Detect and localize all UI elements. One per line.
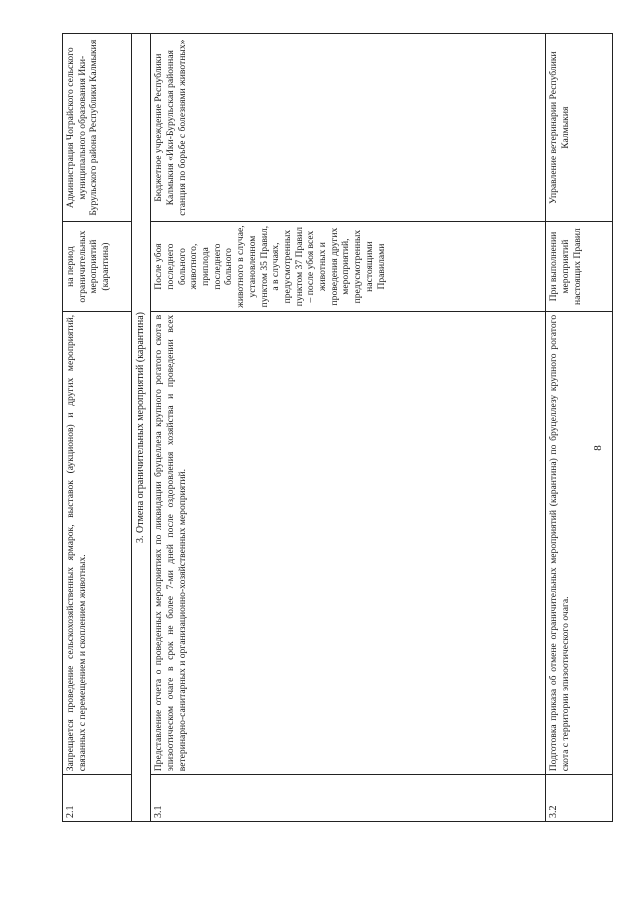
section-row — [132, 34, 151, 822]
measures-table-body — [63, 34, 613, 822]
table-row — [63, 34, 132, 822]
row-description: Представление отчета о проведенных мероприятиях по ликвидации бруцеллеза крупного рогатого скота в эпизоотическом очаге в срок не более 7-ми дней после оздоровления хозяйства и проведении всех ветеринарно-санитарных и организационно-хозяйственных мероприятий. — [151, 311, 546, 774]
row-description: Подготовка приказа об отмене ограничительных мероприятий (карантина) по бруцеллезу крупного рогатого скота с территории эпизоотического очага. — [546, 311, 613, 774]
row-description: Запрещается проведение сельскохозяйственных ярмарок, выставок (аукционов) и других мероприятий, связанных с перемещением и скоплением животных. — [63, 311, 132, 774]
row-responsible: Бюджетное учреждение Республики Калмыкия «Ики-Бурульская районная станция по борьбе с болезнями животных» — [151, 34, 546, 222]
table-row — [151, 34, 546, 822]
row-number: 3.1 — [151, 775, 546, 822]
section-heading: 3. Отмена ограничительных мероприятий (карантина) — [132, 34, 151, 822]
row-number: 3.2 — [546, 775, 613, 822]
table-row — [546, 34, 613, 822]
row-responsible: Администрация Чограйского сельского муниципального образования Ики-Бурульского района Республики Калмыкия — [63, 34, 132, 222]
row-responsible: Управление ветеринарии Республики Калмыкия — [546, 34, 613, 222]
page-number: 8 — [591, 445, 604, 451]
row-term: на период ограничительных мероприятий (карантина) — [63, 222, 132, 311]
measures-table — [62, 33, 613, 822]
rotated-content — [62, 33, 627, 822]
row-number: 2.1 — [63, 775, 132, 822]
row-term: При выполнении мероприятий настоящих Правил — [546, 222, 613, 311]
row-term: После убоя последнего больного животного, приплода последнего больного животного в случае, установленном пунктом 35 Правил, а в случаях, предусмотренных пунктом 37 Правил – после убоя всех животных и проведения других мероприятий, предусмотренных настоящими Правилами — [151, 222, 546, 311]
